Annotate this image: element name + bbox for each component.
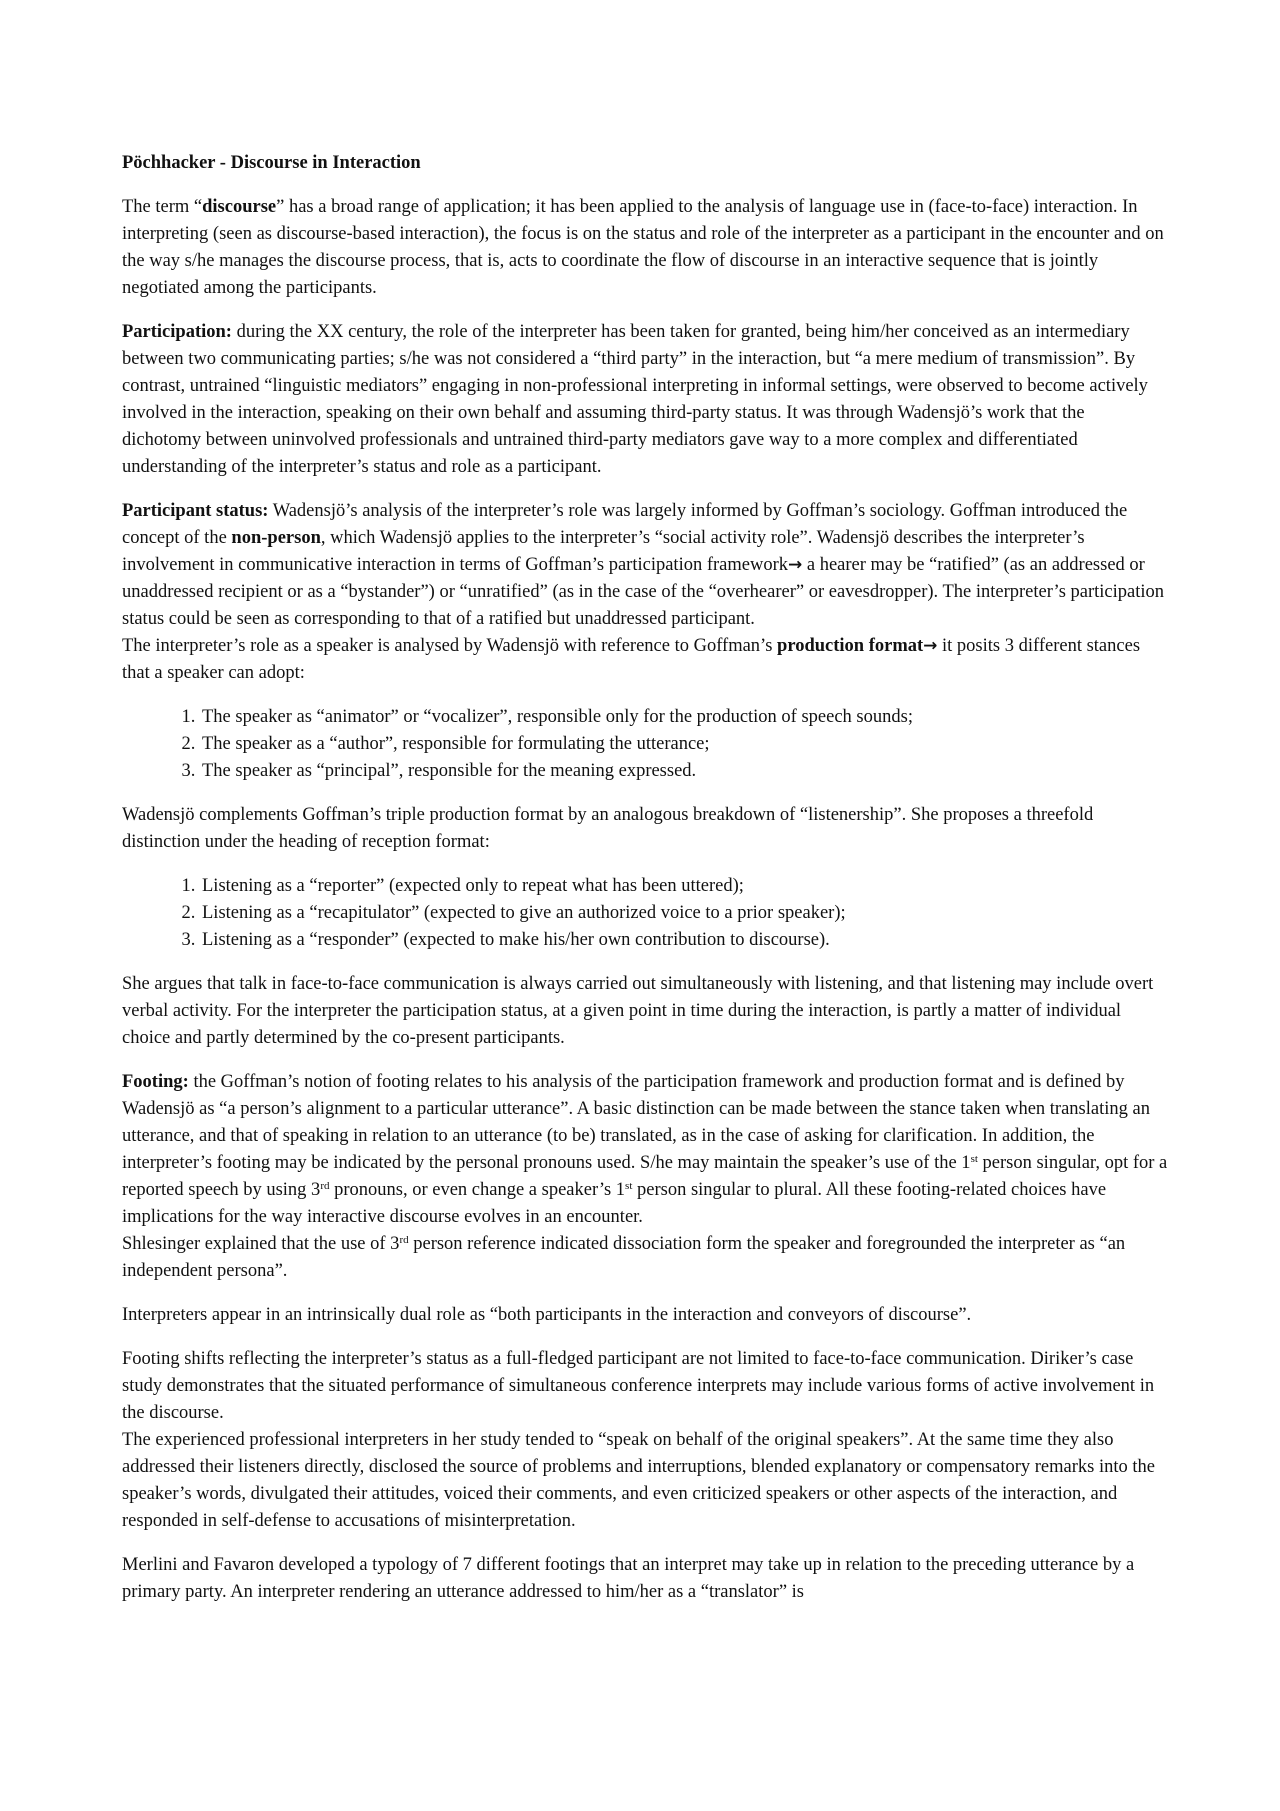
argues-paragraph: She argues that talk in face-to-face communication is always carried out simultaneously with listening, and that listening may include overt verbal activity. For the interpreter the participation status, at a given point in time during the interaction, is partly a matter of individual choice and partly determined by the co-present participants. <box>122 974 1154 1048</box>
list-item: 1. Listening as a “reporter” (expected only to repeat what has been uttered); <box>200 873 1168 900</box>
list-item: 1. The speaker as “animator” or “vocalizer”, responsible only for the production of speech sounds; <box>200 704 1168 731</box>
dual-role-paragraph: Interpreters appear in an intrinsically dual role as “both participants in the interaction and conveyors of discourse”. <box>122 1305 972 1325</box>
merlini-paragraph: Merlini and Favaron developed a typology of 7 different footings that an interpret may take up in relation to the preceding utterance by a primary party. An interpreter rendering an utterance addressed to him/her as a “translator” is <box>122 1555 1135 1602</box>
term-production-format: production format <box>777 636 924 656</box>
production-format-list <box>122 704 1168 785</box>
term-non-person: non-person <box>231 528 321 548</box>
footing-heading: Footing: <box>122 1072 189 1092</box>
term-discourse: discourse <box>202 197 277 217</box>
list-item: 2. The speaker as a “author”, responsible for formulating the utterance; <box>200 731 1168 758</box>
list-item: 3. The speaker as “principal”, responsible for the meaning expressed. <box>200 758 1168 785</box>
reception-format-paragraph: Wadensjö complements Goffman’s triple production format by an analogous breakdown of “listenership”. She proposes a threefold distinction under the heading of reception format: <box>122 805 1094 852</box>
intro-paragraph: The term “discourse” has a broad range of application; it has been applied to the analysis of language use in (face-to-face) interaction. In interpreting (seen as discourse-based interaction), the focus is on the status and role of the interpreter as a participant in the encounter and on the way s/he manages the discourse process, that is, acts to coordinate the flow of discourse in an interactive sequence that is jointly negotiated among the participants. <box>122 197 1164 298</box>
participant-status-paragraph: Participant status: Wadensjö’s analysis of the interpreter’s role was largely informed by Goffman’s sociology. Goffman introduced the concept of the non-person, which Wadensjö applies to the interpreter’s “social activity role”. Wadensjö describes the interpreter’s involvement in communicative interaction in terms of Goffman’s participation framework→ a hearer may be “ratified” (as an addressed or unaddressed recipient or as a “bystander”) or “unratified” (as in the case of the “overhearer” or eavesdropper). The interpreter’s participation status could be seen as corresponding to that of a ratified but unaddressed participant. <box>122 501 1165 629</box>
participation-heading: Participation: <box>122 322 232 342</box>
production-format-paragraph: The interpreter’s role as a speaker is analysed by Wadensjö with reference to Goffman’s production format→ it posits 3 different stances that a speaker can adopt: <box>122 636 1141 683</box>
list-item: 2. Listening as a “recapitulator” (expected to give an authorized voice to a prior speaker); <box>200 900 1168 927</box>
document-page <box>122 150 1168 1623</box>
participant-status-heading: Participant status: <box>122 501 269 521</box>
footing-shifts-paragraph: Footing shifts reflecting the interpreter’s status as a full-fledged participant are not limited to face-to-face communication. Diriker’s case study demonstrates that the situated performance of simultaneous conference interprets may include various forms of active involvement in the discourse. <box>122 1349 1155 1423</box>
shlesinger-paragraph: Shlesinger explained that the use of 3rd person reference indicated dissociation form the speaker and foregrounded the interpreter as “an independent persona”. <box>122 1233 1126 1281</box>
arrow-icon: → <box>787 555 803 575</box>
footing-paragraph: Footing: the Goffman’s notion of footing relates to his analysis of the participation framework and production format and is defined by Wadensjö as “a person’s alignment to a particular utterance”. A basic distinction can be made between the stance taken when translating an utterance, and that of speaking in relation to an utterance (to be) translated, as in the case of asking for clarification. In addition, the interpreter’s footing may be indicated by the personal pronouns used. S/he may maintain the speaker’s use of the 1st person singular, opt for a reported speech by using 3rd pronouns, or even change a speaker’s 1st person singular to plural. All these footing-related choices have implications for the way interactive discourse evolves in an encounter. <box>122 1072 1168 1227</box>
document-title: Pöchhacker - Discourse in Interaction <box>122 153 421 173</box>
list-item: 3. Listening as a “responder” (expected to make his/her own contribution to discourse). <box>200 927 1168 954</box>
participation-paragraph: Participation: during the XX century, the role of the interpreter has been taken for granted, being him/her conceived as an intermediary between two communicating parties; s/he was not considered a “third party” in the interaction, but “a mere medium of transmission”. By contrast, untrained “linguistic mediators” engaging in non-professional interpreting in informal settings, were observed to become actively involved in the interaction, speaking on their own behalf and assuming third-party status. It was through Wadensjö’s work that the dichotomy between uninvolved professionals and untrained third-party mediators gave way to a more complex and differentiated understanding of the interpreter’s status and role as a participant. <box>122 322 1148 477</box>
reception-format-list <box>122 873 1168 954</box>
arrow-icon: → <box>923 636 938 656</box>
experienced-interpreters-paragraph: The experienced professional interpreters in her study tended to “speak on behalf of the original speakers”. At the same time they also addressed their listeners directly, disclosed the source of problems and interruptions, blended explanatory or compensatory remarks into the speaker’s words, divulgated their attitudes, voiced their comments, and even criticized speakers or other aspects of the interaction, and responded in self-defense to accusations of misinterpretation. <box>122 1430 1155 1531</box>
